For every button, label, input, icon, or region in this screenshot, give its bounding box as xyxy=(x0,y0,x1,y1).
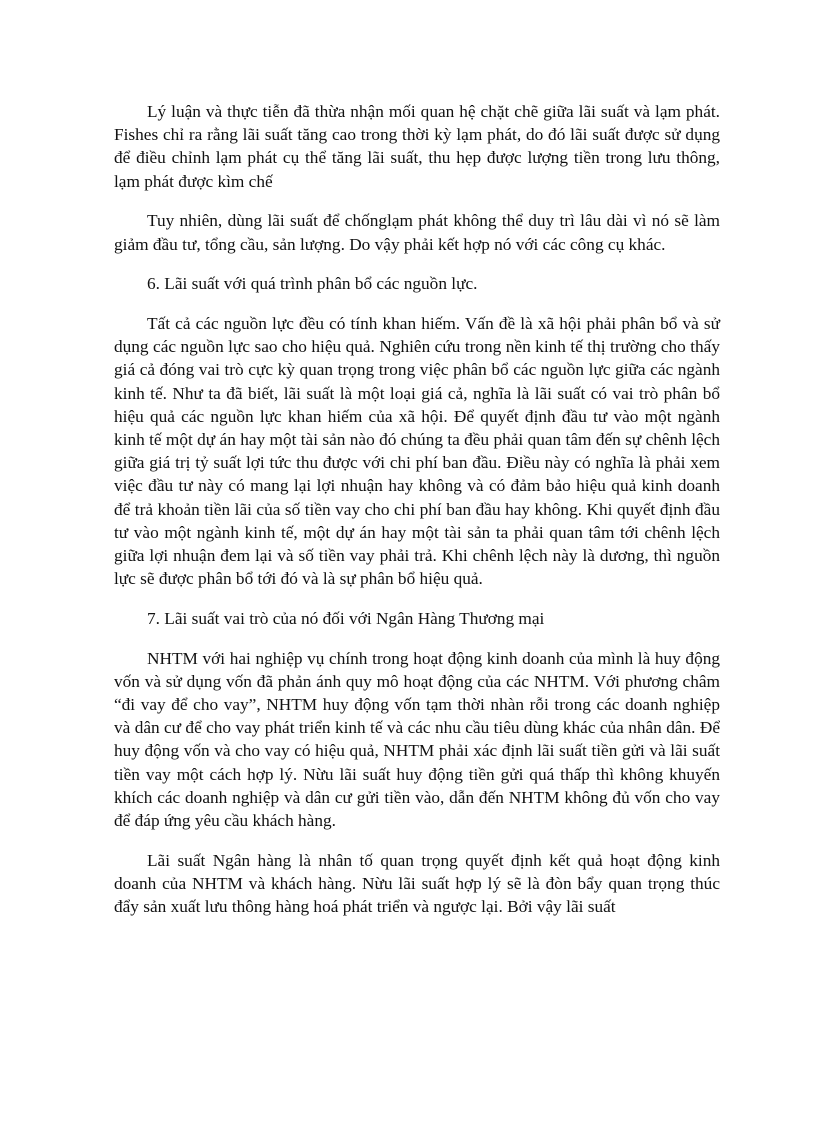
paragraph-inflation-relation: Lý luận và thực tiễn đã thừa nhận mối quan hệ chặt chẽ giữa lãi suất và lạm phát. Fishes chỉ ra rằng lãi suất tăng cao trong thời kỳ lạm phát, do đó lãi suất được sử dụng để điều chỉnh lạm phát cụ thể tăng lãi suất, thu hẹp được lượng tiền trong lưu thông, lạm phát được kìm chế xyxy=(114,102,720,191)
paragraph-bank-interest-role: Lãi suất Ngân hàng là nhân tố quan trọng quyết định kết quả hoạt động kinh doanh của NHTM và khách hàng. Nừu lãi suất hợp lý sẽ là đòn bẩy quan trọng thúc đẩy sản xuất lưu thông hàng hoá phát triển và ngược lại. Bởi vậy lãi suất xyxy=(114,850,720,917)
section-heading-7: 7. Lãi suất vai trò của nó đối với Ngân Hàng Thương mại xyxy=(147,608,545,628)
document-page xyxy=(114,100,720,935)
paragraph-inflation-limits: Tuy nhiên, dùng lãi suất để chốnglạm phát không thể duy trì lâu dài vì nó sẽ làm giảm đầu tư, tổng cầu, sản lượng. Do vậy phải kết hợp nó với các công cụ khác. xyxy=(114,211,720,254)
paragraph-commercial-bank-operations: NHTM với hai nghiệp vụ chính trong hoạt động kinh doanh của mình là huy động vốn và sử dụng vốn đã phản ánh quy mô hoạt động của các NHTM. Với phương châm “đi vay để cho vay”, NHTM huy động vốn tạm thời nhàn rỗi trong các doanh nghiệp và dân cư để cho vay phát triển kinh tế và các nhu cầu tiêu dùng khác của nhân dân. Để huy động vốn và cho vay có hiệu quả, NHTM phải xác định lãi suất tiền gửi và lãi suất tiền vay một cách hợp lý. Nừu lãi suất huy động tiền gửi quá thấp thì không khuyến khích các doanh nghiệp và dân cư gửi tiền vào, dẫn đến NHTM không đủ vốn cho vay để đáp ứng yêu cầu khách hàng. xyxy=(114,648,720,830)
section-heading-6: 6. Lãi suất với quá trình phân bổ các nguồn lực. xyxy=(147,274,478,294)
paragraph-resource-allocation: Tất cả các nguồn lực đều có tính khan hiếm. Vấn đề là xã hội phải phân bổ và sử dụng các nguồn lực sao cho hiệu quả. Nghiên cứu trong nền kinh tế thị trường cho thấy giá cả đóng vai trò cực kỳ quan trọng trong việc phân bổ các nguồn lực giữa các ngành kinh tế. Như ta đã biết, lãi suất là một loại giá cả, nghĩa là lãi suất có vai trò phân bổ hiệu quả các nguồn lực khan hiếm của xã hội. Để quyết định đầu tư vào một ngành kinh tế một dự án hay một tài sản nào đó chúng ta đều phải quan tâm đến sự chênh lệch giữa giá trị tỷ suất lợi tức thu được với chi phí ban đầu. Điều này có nghĩa là phải xem việc đầu tư này có mang lại lợi nhuận hay không và có đảm bảo hiệu quả kinh doanh để trả khoản tiền lãi của số tiền vay cho chi phí ban đầu hay không. Khi quyết định đầu tư vào một ngành kinh tế, một dự án hay một tài sản ta phải quan tâm tới chênh lệch giữa lợi nhuận đem lại và số tiền vay phải trả. Khi chênh lệch này là dương, thì nguồn lực sẽ được phân bổ tới đó và là sự phân bổ hiệu quả. xyxy=(114,313,720,589)
